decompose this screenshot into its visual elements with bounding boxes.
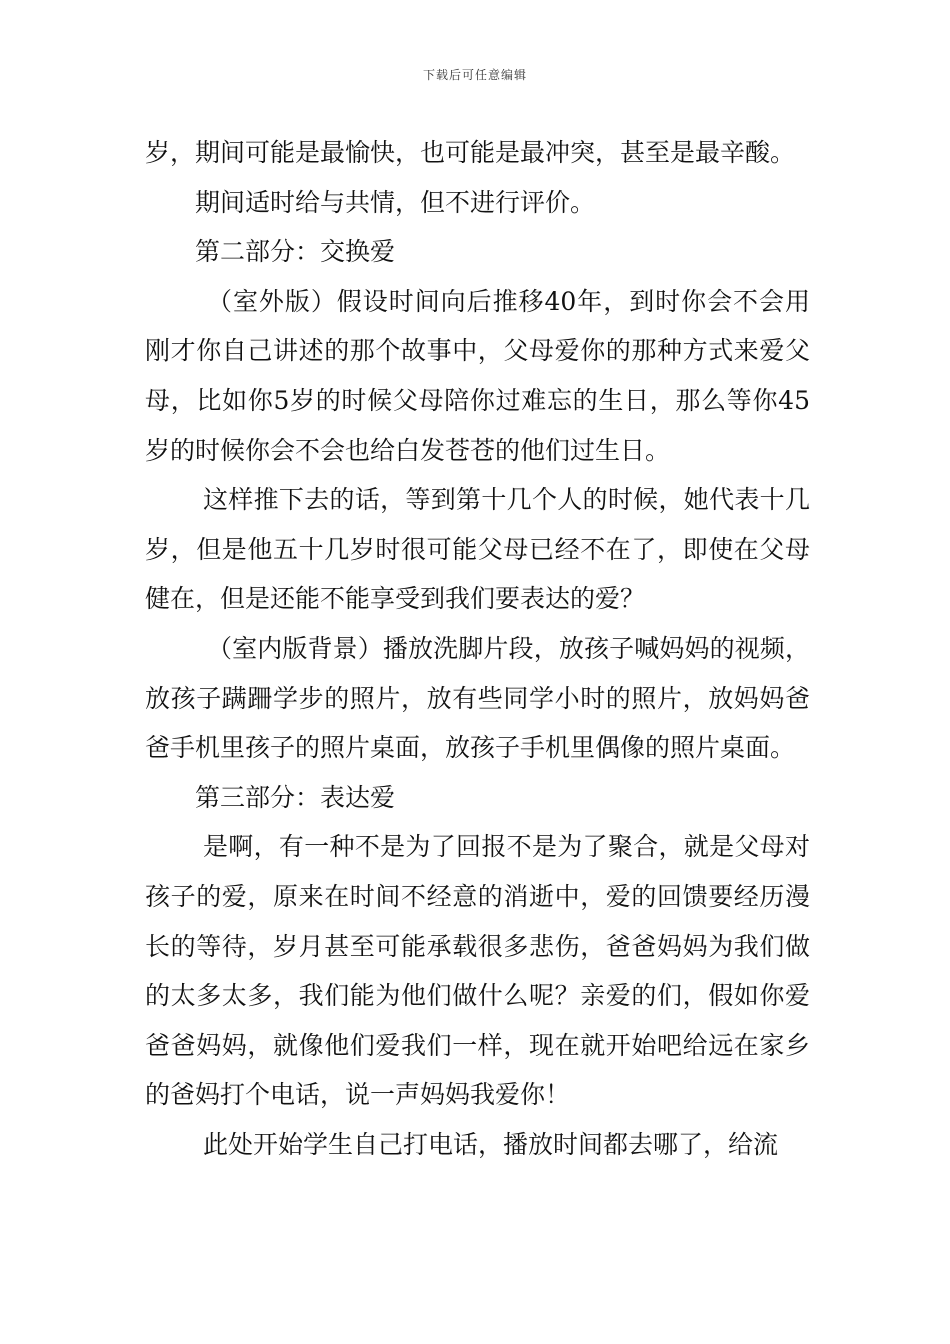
paragraph-empathy-note: 期间适时给与共情，但不进行评价。: [195, 187, 596, 217]
paragraph-outdoor-version: （室外版）假设时间向后推移40年，到时你会不会用刚才你自己讲述的那个故事中，父母爱你的那种方式来爱父母，比如你5岁的时候父母陪你过难忘的生日，那么等你45岁的时候你会不会也给白发苍苍的他们过生日。: [145, 286, 810, 465]
paragraph-express-love: 是啊，有一种不是为了回报不是为了聚合，就是父母对孩子的爱，原来在时间不经意的消逝中，爱的回馈要经历漫长的等待，岁月甚至可能承载很多悲伤，爸爸妈妈为我们做的太多太多，我们能为他们做什么呢？亲爱的们，假如你爱爸爸妈妈，就像他们爱我们一样，现在就开始吧给远在家乡的爸妈打个电话，说一声妈妈我爱你！: [145, 832, 810, 1110]
paragraph-phone-call: 此处开始学生自己打电话，播放时间都去哪了，给流: [203, 1129, 779, 1159]
section-heading-part-three: 第三部分：表达爱: [195, 782, 396, 812]
paragraph-extrapolation: 这样推下去的话，等到第十几个人的时候，她代表十几岁，但是他五十几岁时很可能父母已经不在了，即使在父母健在，但是还能不能享受到我们要表达的爱？: [145, 485, 810, 614]
paragraph-continuation: 岁，期间可能是最愉快，也可能是最冲突，甚至是最辛酸。: [145, 138, 796, 167]
page-header: 下载后可任意编辑: [422, 68, 527, 82]
document-body: [145, 128, 810, 1169]
paragraph-indoor-version: （室内版背景）播放洗脚片段，放孩子喊妈妈的视频，放孩子蹒跚学步的照片，放有些同学小时的照片，放妈妈爸爸手机里孩子的照片桌面，放孩子手机里偶像的照片桌面。: [145, 633, 810, 763]
section-heading-part-two: 第二部分：交换爱: [195, 237, 396, 267]
